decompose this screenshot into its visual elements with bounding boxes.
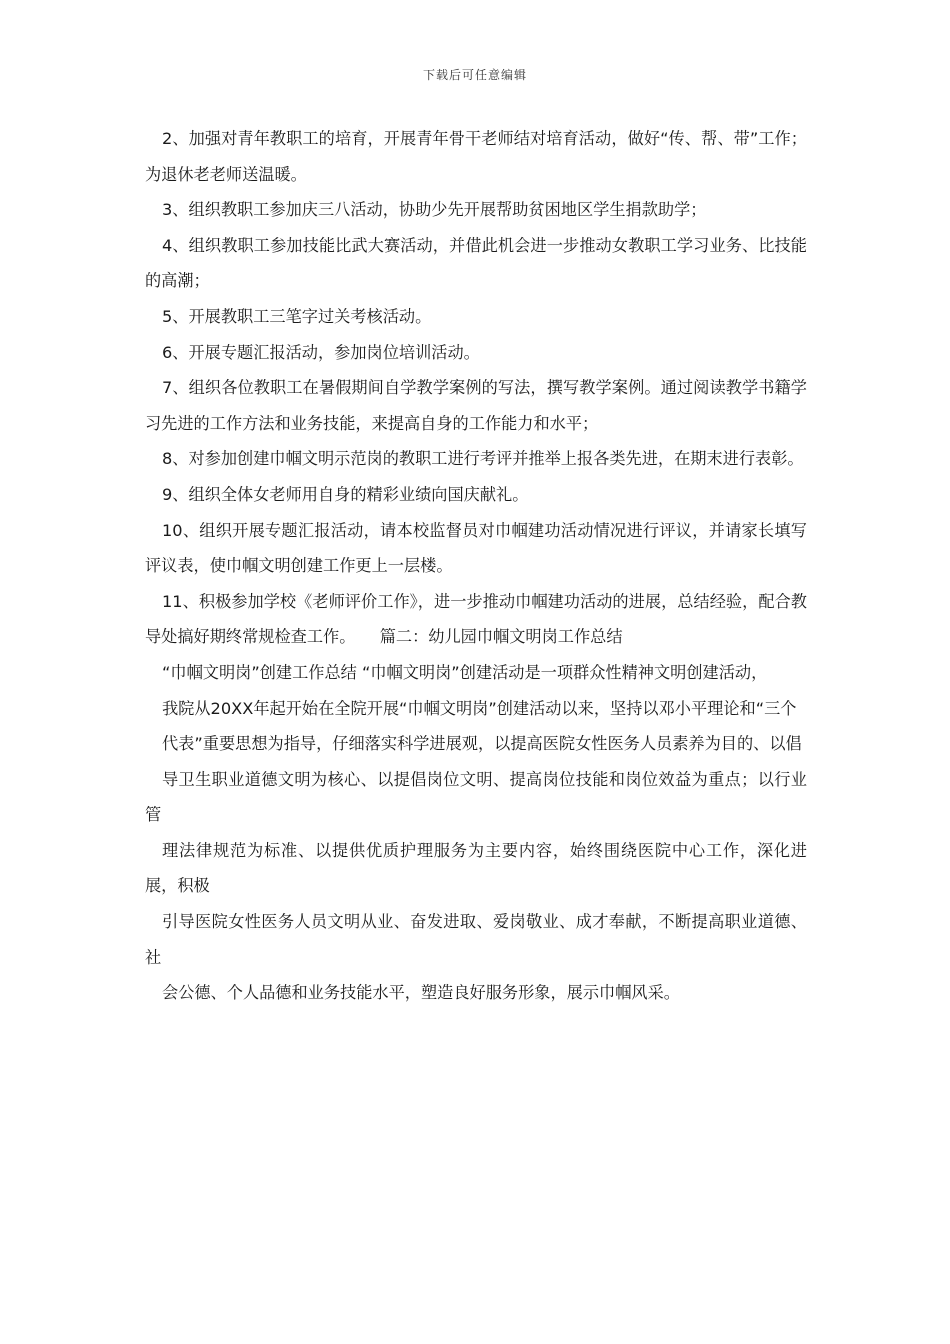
paragraph-summary-line: 代表”重要思想为指导，仔细落实科学进展观，以提高医院女性医务人员素养为目的、以倡 [162, 734, 802, 754]
paragraph-item-4: 4、组织教职工参加技能比武大赛活动，并借此机会进一步推动女教职工学习业务、比技能的高潮； [145, 235, 807, 291]
paragraph-summary-line: 理法律规范为标准、以提供优质护理服务为主要内容，始终围绕医院中心工作，深化进展，积极 [145, 840, 807, 896]
paragraph-item-6: 6、开展专题汇报活动，参加岗位培训活动。 [162, 342, 480, 362]
paragraph-summary-line: 导卫生职业道德文明为核心、以提倡岗位文明、提高岗位技能和岗位效益为重点；以行业管 [145, 769, 807, 825]
paragraph-summary-line: 引导医院女性医务人员文明从业、奋发进取、爱岗敬业、成才奉献，不断提高职业道德、社 [145, 912, 807, 967]
paragraph-item-7: 7、组织各位教职工在暑假期间自学教学案例的写法，撰写教学案例。通过阅读教学书籍学习先进的工作方法和业务技能，来提高自身的工作能力和水平； [145, 378, 807, 433]
paragraph-item-3: 3、组织教职工参加庆三八活动，协助少先开展帮助贫困地区学生捐款助学； [162, 200, 707, 220]
document-body [145, 121, 807, 1011]
paragraph-summary-line: 会公德、个人品德和业务技能水平，塑造良好服务形象，展示巾帼风采。 [162, 983, 680, 1003]
paragraph-summary-line: 我院从20XX年起开始在全院开展“巾帼文明岗”创建活动以来，坚持以邓小平理论和“三个 [162, 698, 797, 718]
paragraph-item-11: 11、积极参加学校《老师评价工作》，进一步推动巾帼建功活动的进展，总结经验，配合教导处搞好期终常规检查工作。 篇二：幼儿园巾帼文明岗工作总结 [145, 591, 807, 647]
paragraph-item-2: 2、加强对青年教职工的培育，开展青年骨干老师结对培育活动，做好“传、帮、带”工作；为退休老老师送温暖。 [145, 129, 807, 184]
paragraph-item-8: 8、对参加创建巾帼文明示范岗的教职工进行考评并推举上报各类先进，在期末进行表彰。 [162, 449, 804, 469]
paragraph-item-9: 9、组织全体女老师用自身的精彩业绩向国庆献礼。 [162, 484, 529, 504]
paragraph-summary-intro: “巾帼文明岗”创建工作总结 “巾帼文明岗”创建活动是一项群众性精神文明创建活动， [162, 662, 768, 682]
page-header: 下载后可任意编辑 [422, 68, 527, 82]
paragraph-item-10: 10、组织开展专题汇报活动，请本校监督员对巾帼建功活动情况进行评议，并请家长填写评议表，使巾帼文明创建工作更上一层楼。 [145, 520, 807, 576]
paragraph-item-5: 5、开展教职工三笔字过关考核活动。 [162, 306, 432, 326]
